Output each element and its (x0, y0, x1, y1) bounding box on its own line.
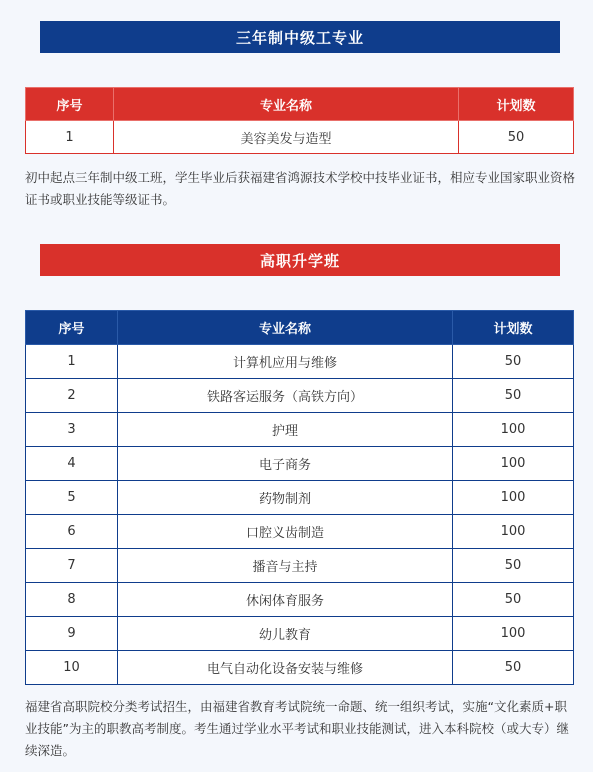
cell-name: 休闲体育服务 (118, 583, 453, 617)
table-header-row (26, 311, 574, 345)
cell-count: 100 (453, 413, 574, 447)
table-row (26, 651, 574, 685)
section2-description: 福建省高职院校分类考试招生，由福建省教育考试院统一命题、统一组织考试，实施“文化素质+职业技能”为主的职教高考制度。考生通过学业水平考试和职业技能测试，进入本科院校（或大专）继续深造。 (25, 699, 569, 758)
table-row (26, 515, 574, 549)
cell-name: 电子商务 (118, 447, 453, 481)
section1-title-banner (40, 21, 560, 53)
section1-title: 三年制中级工专业 (235, 28, 364, 47)
cell-no: 2 (26, 379, 118, 413)
table-row (26, 413, 574, 447)
section2-title-banner (40, 244, 560, 276)
cell-no: 9 (26, 617, 118, 651)
table-header-row (26, 88, 574, 121)
cell-name: 铁路客运服务（高铁方向） (118, 379, 453, 413)
table-row (26, 583, 574, 617)
cell-count: 100 (453, 617, 574, 651)
cell-name: 幼儿教育 (118, 617, 453, 651)
cell-count: 50 (453, 583, 574, 617)
cell-name: 电气自动化设备安装与维修 (118, 651, 453, 685)
cell-no: 10 (26, 651, 118, 685)
cell-no: 4 (26, 447, 118, 481)
cell-count: 100 (453, 447, 574, 481)
header-no: 序号 (26, 311, 118, 345)
header-name: 专业名称 (118, 311, 453, 345)
section1-table (25, 87, 574, 154)
table-row (26, 345, 574, 379)
table-row (26, 617, 574, 651)
cell-count: 50 (453, 651, 574, 685)
table-row (26, 379, 574, 413)
table-row (26, 447, 574, 481)
header-count: 计划数 (459, 88, 574, 121)
cell-no: 1 (26, 345, 118, 379)
cell-name: 护理 (118, 413, 453, 447)
cell-count: 100 (453, 515, 574, 549)
cell-count: 50 (453, 549, 574, 583)
header-count: 计划数 (453, 311, 574, 345)
cell-no: 5 (26, 481, 118, 515)
cell-no: 1 (26, 121, 114, 154)
cell-no: 7 (26, 549, 118, 583)
cell-count: 100 (453, 481, 574, 515)
cell-count: 50 (459, 121, 574, 154)
header-no: 序号 (26, 88, 114, 121)
cell-no: 8 (26, 583, 118, 617)
cell-no: 3 (26, 413, 118, 447)
header-name: 专业名称 (114, 88, 459, 121)
table-row (26, 481, 574, 515)
table-row (26, 549, 574, 583)
cell-name: 药物制剂 (118, 481, 453, 515)
section2-table (25, 310, 574, 685)
cell-count: 50 (453, 345, 574, 379)
section1-description: 初中起点三年制中级工班，学生毕业后获福建省鸿源技术学校中技毕业证书，相应专业国家职业资格证书或职业技能等级证书。 (25, 170, 576, 207)
cell-count: 50 (453, 379, 574, 413)
cell-name: 口腔义齿制造 (118, 515, 453, 549)
cell-no: 6 (26, 515, 118, 549)
table-row (26, 121, 574, 154)
section2-title: 高职升学班 (259, 251, 340, 270)
cell-name: 播音与主持 (118, 549, 453, 583)
cell-name: 计算机应用与维修 (118, 345, 453, 379)
cell-name: 美容美发与造型 (114, 121, 459, 154)
